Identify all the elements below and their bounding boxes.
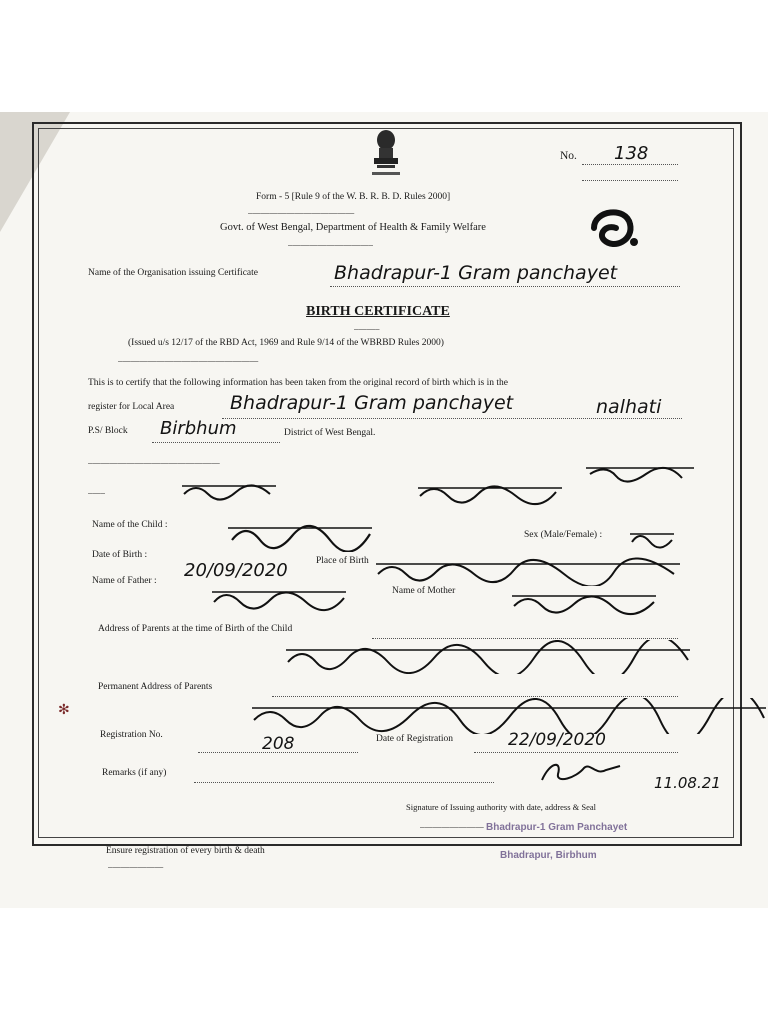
handwritten-permanent-address [250, 698, 768, 734]
certificate-title-bengali: ⎯⎯⎯⎯⎯⎯ [354, 324, 380, 334]
certify-line: This is to certify that the following information has been taken from the original record of birth which is in the [88, 378, 509, 388]
registration-no-label: Registration No. [100, 730, 163, 740]
registration-no-value: 208 [262, 734, 295, 754]
local-area-extra: nalhati [596, 396, 662, 418]
handwritten-address-at-birth [284, 640, 694, 674]
handwritten-child-name [226, 518, 376, 552]
child-name-label: Name of the Child : [92, 520, 168, 530]
local-area-value: Bhadrapur-1 Gram panchayet [230, 392, 514, 414]
form-rule-line: Form - 5 [Rule 9 of the W. B. R. B. D. Rules 2000] [256, 192, 451, 202]
form-rule-line-bengali: ⎯⎯⎯⎯⎯⎯⎯⎯⎯⎯⎯⎯⎯⎯⎯⎯⎯⎯⎯⎯⎯⎯⎯⎯⎯ [248, 208, 355, 218]
certificate-title: BIRTH CERTIFICATE [306, 304, 450, 319]
ashoka-emblem-icon [366, 128, 406, 182]
dob-value: 20/09/2020 [184, 560, 288, 581]
ps-block-label: P.S/ Block [88, 426, 128, 436]
handwritten-place-of-birth [374, 556, 684, 586]
govt-department-line-bengali: ⎯⎯⎯⎯⎯⎯⎯⎯⎯⎯⎯⎯⎯⎯⎯⎯⎯⎯⎯⎯ [288, 240, 374, 250]
handwritten-sex-value [628, 526, 678, 550]
ps-block-value: Birbhum [160, 418, 237, 439]
handwritten-bengali-entry [416, 480, 566, 506]
bengali-seal-mark [584, 198, 644, 258]
govt-department-line: Govt. of West Bengal, Department of Health & Family Welfare [220, 222, 486, 233]
handwritten-mother-name [510, 588, 660, 616]
serial-label: No. [560, 150, 577, 162]
footer-ensure-registration-bengali: ⎯⎯⎯⎯⎯⎯⎯⎯⎯⎯⎯⎯⎯ [108, 862, 164, 872]
district-label: District of West Bengal. [284, 428, 376, 438]
smudge-mark: ✻ [58, 703, 70, 718]
signature-date: 11.08.21 [654, 774, 721, 792]
local-area-label: register for Local Area [88, 402, 175, 412]
handwritten-bengali-entry [586, 460, 696, 490]
org-value: Bhadrapur-1 Gram panchayet [334, 262, 618, 284]
registration-date-value: 22/09/2020 [508, 730, 606, 750]
remarks-label: Remarks (if any) [102, 768, 167, 778]
handwritten-bengali-entry [180, 478, 280, 504]
issuing-authority-signature [536, 756, 626, 788]
address-at-birth-label: Address of Parents at the time of Birth of the Child [98, 624, 293, 634]
org-label: Name of the Organisation issuing Certificate [88, 268, 258, 278]
stamp-line-address: Bhadrapur, Birbhum [500, 850, 597, 861]
issued-under-line: (Issued u/s 12/17 of the RBD Act, 1969 and Rule 9/14 of the WBRBD Rules 2000) [128, 338, 444, 348]
bengali-form-row-2: ⎯⎯⎯⎯ [88, 488, 106, 498]
registration-date-label: Date of Registration [376, 734, 454, 744]
pob-label: Place of Birth [316, 556, 369, 566]
father-label: Name of Father : [92, 576, 157, 586]
issued-under-line-bengali: ⎯⎯⎯⎯⎯⎯⎯⎯⎯⎯⎯⎯⎯⎯⎯⎯⎯⎯⎯⎯⎯⎯⎯⎯⎯⎯⎯⎯⎯⎯⎯⎯⎯ [118, 356, 259, 366]
signature-label-bengali: ⎯⎯⎯⎯⎯⎯⎯⎯⎯⎯⎯⎯⎯⎯⎯ [420, 822, 484, 832]
mother-label: Name of Mother [392, 586, 456, 596]
sex-label: Sex (Male/Female) : [524, 530, 603, 540]
bengali-form-row: ⎯⎯⎯⎯⎯⎯⎯⎯⎯⎯⎯⎯⎯⎯⎯⎯⎯⎯⎯⎯⎯⎯⎯⎯⎯⎯⎯⎯⎯⎯⎯ [88, 458, 220, 468]
serial-value: 138 [614, 143, 649, 164]
stamp-line-panchayet: Bhadrapur-1 Gram Panchayet [486, 822, 628, 833]
signature-label: Signature of Issuing authority with date, address & Seal [406, 802, 597, 812]
dob-label: Date of Birth : [92, 550, 148, 560]
handwritten-father-name [210, 584, 350, 612]
footer-ensure-registration: Ensure registration of every birth & death [106, 846, 265, 856]
permanent-address-label: Permanent Address of Parents [98, 682, 213, 692]
